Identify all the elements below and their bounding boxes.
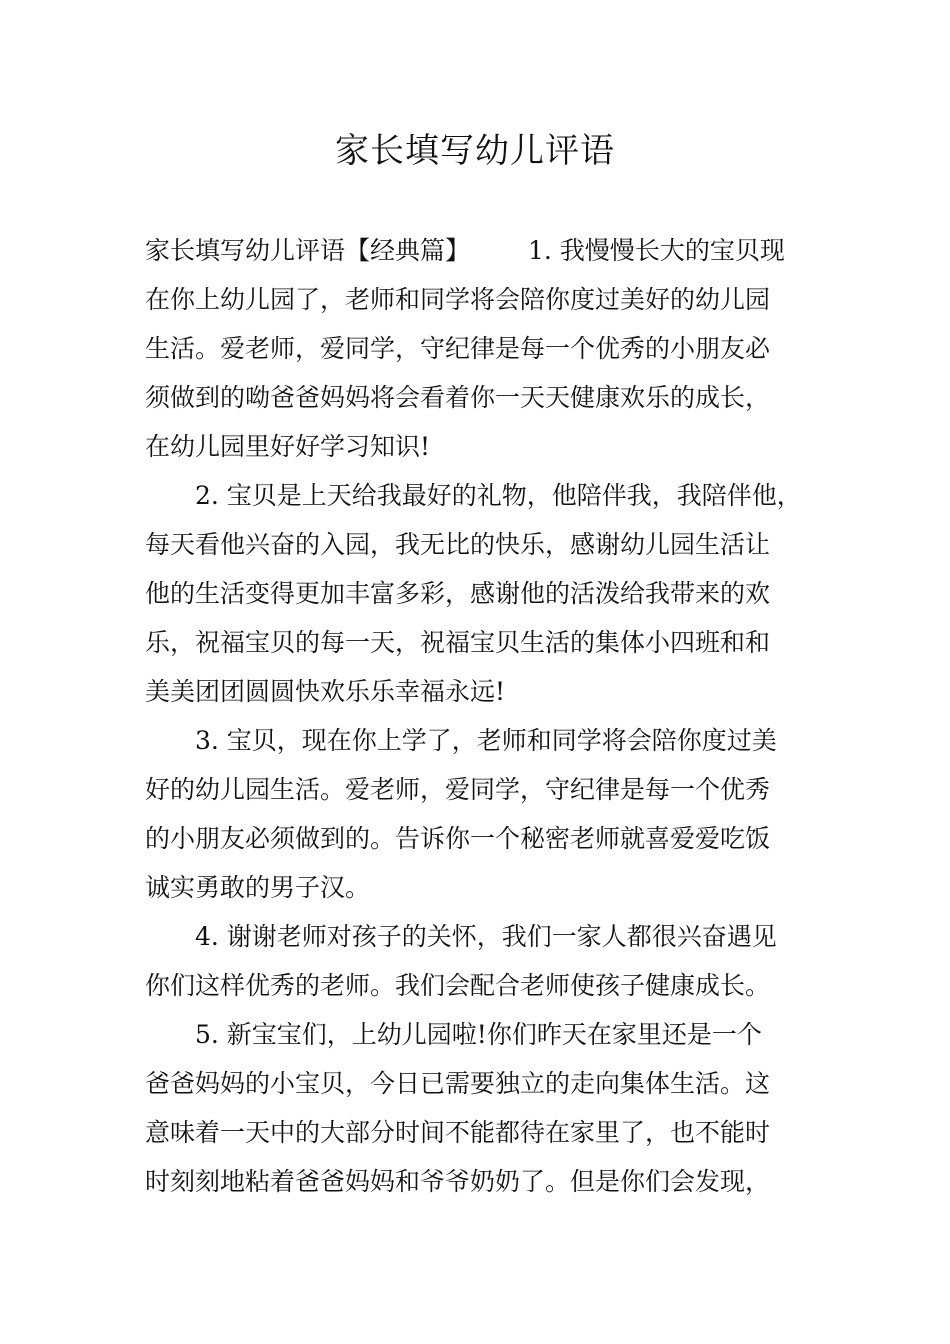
text-line-14: 诚实勇敢的男子汉。 xyxy=(145,873,371,902)
text-line-16: 你们这样优秀的老师。我们会配合老师使孩子健康成长。 xyxy=(145,971,771,1000)
text-line-7: 每天看他兴奋的入园，我无比的快乐，感谢幼儿园生活让 xyxy=(145,530,771,559)
text-line-19: 意味着一天中的大部分时间不能都待在家里了，也不能时 xyxy=(145,1118,771,1147)
text-line-13: 的小朋友必须做到的。告诉你一个秘密老师就喜爱爱吃饭 xyxy=(145,824,771,853)
text-line-4: 须做到的呦爸爸妈妈将会看着你一天天健康欢乐的成长， xyxy=(145,383,771,412)
text-line-8: 他的生活变得更加丰富多彩，感谢他的活泼给我带来的欢 xyxy=(145,579,771,608)
text-line-5: 在幼儿园里好好学习知识! xyxy=(145,432,431,461)
text-line-11: 3. 宝贝，现在你上学了，老师和同学将会陪你度过美 xyxy=(195,726,777,755)
text-line-12: 好的幼儿园生活。爱老师，爱同学，守纪律是每一个优秀 xyxy=(145,775,771,804)
text-line-20: 时刻刻地粘着爸爸妈妈和爷爷奶奶了。但是你们会发现， xyxy=(145,1167,771,1196)
text-line-15: 4. 谢谢老师对孩子的关怀，我们一家人都很兴奋遇见 xyxy=(195,922,777,951)
text-line-1 xyxy=(145,226,825,275)
page-title: 家长填写幼儿评语 xyxy=(335,131,615,171)
text-line-17: 5. 新宝宝们，上幼儿园啦!你们昨天在家里还是一个 xyxy=(195,1020,762,1049)
text-line-1-rest: 1. 我慢慢长大的宝贝现 xyxy=(528,236,785,265)
text-line-9: 乐，祝福宝贝的每一天，祝福宝贝生活的集体小四班和和 xyxy=(145,628,771,657)
text-line-3: 生活。爱老师，爱同学，守纪律是每一个优秀的小朋友必 xyxy=(145,334,771,363)
text-line-10: 美美团团圆圆快欢乐乐幸福永远! xyxy=(145,677,506,706)
text-line-1-lead: 家长填写幼儿评语【经典篇】 xyxy=(145,236,471,265)
document-body xyxy=(145,226,825,1206)
text-line-18: 爸爸妈妈的小宝贝，今日已需要独立的走向集体生活。这 xyxy=(145,1069,771,1098)
text-line-6: 2. 宝贝是上天给我最好的礼物，他陪伴我，我陪伴他， xyxy=(195,481,802,510)
text-line-2: 在你上幼儿园了，老师和同学将会陪你度过美好的幼儿园 xyxy=(145,285,771,314)
